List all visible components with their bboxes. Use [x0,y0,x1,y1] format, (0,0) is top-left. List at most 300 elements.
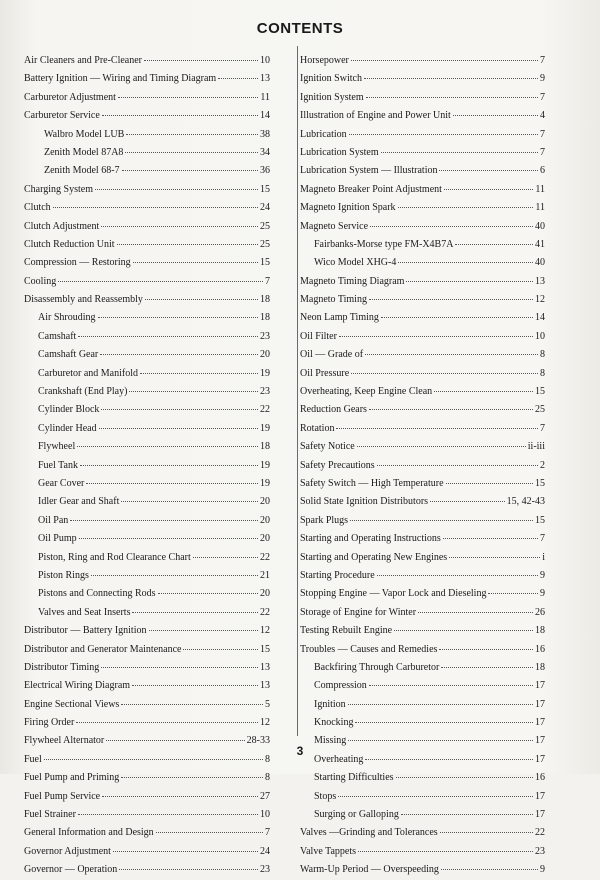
toc-entry [24,383,270,401]
toc-entry-page: 13 [260,680,270,692]
toc-entry [300,585,545,603]
toc-entry-label: Compression [314,680,367,692]
dot-leader [396,777,533,778]
toc-entry [24,254,270,272]
dot-leader [441,667,533,668]
dot-leader [118,97,258,98]
toc-entry-label: Lubrication System [300,146,379,158]
toc-entry-page: 18 [535,661,545,673]
toc-entry-label: Overheating, Keep Engine Clean [300,386,433,398]
toc-entry-page: 21 [260,569,270,581]
dot-leader [129,391,258,392]
dot-leader [70,520,258,521]
dot-leader [102,796,258,797]
dot-leader [430,501,505,502]
dot-leader [106,740,244,741]
toc-entry-label: Fuel Strainer [24,809,76,821]
toc-entry-label: Fuel Pump Service [24,790,101,802]
toc-entry-page: 8 [265,772,270,784]
toc-entry-label: Clutch Adjustment [24,220,100,232]
toc-entry [24,328,270,346]
toc-entry-label: Backfiring Through Carburetor [314,661,440,673]
toc-entry-label: Starting Procedure [300,569,375,581]
toc-entry-page: 14 [535,312,545,324]
dot-leader [365,759,533,760]
toc-entry-label: Oil Pan [38,514,69,526]
dot-leader [122,170,258,171]
dot-leader [418,612,533,613]
toc-entry-page: 13 [535,275,545,287]
dot-leader [113,851,258,852]
toc-entry-label: General Information and Design [24,827,154,839]
toc-entry-page: 18 [260,294,270,306]
toc-entry [300,659,545,677]
toc-entry [24,420,270,438]
toc-entry [24,365,270,383]
toc-entry-label: Pistons and Connecting Rods [38,588,156,600]
toc-entry-page: 9 [540,73,545,85]
toc-entry-label: Surging or Galloping [314,809,399,821]
toc-entry [300,291,545,309]
dot-leader [126,134,258,135]
dot-leader [357,446,526,447]
toc-entry-label: Overheating [314,753,364,765]
toc-entry [24,861,270,879]
toc-entry-label: Compression — Restoring [24,257,131,269]
toc-entry-label: Cooling [24,275,57,287]
dot-leader [101,667,258,668]
dot-leader [449,557,540,558]
toc-entry [300,824,545,842]
toc-entry-page: 19 [260,367,270,379]
dot-leader [79,538,258,539]
toc-entry [24,585,270,603]
toc-entry [300,512,545,530]
dot-leader [440,832,533,833]
toc-entry-label: Walbro Model LUB [44,128,125,140]
toc-entry [24,493,270,511]
dot-leader [439,170,538,171]
toc-entry [24,162,270,180]
dot-leader [44,759,263,760]
toc-entry [300,328,545,346]
toc-entry [300,420,545,438]
toc-entry-label: Clutch [24,202,51,214]
toc-entry [300,70,545,88]
dot-leader [365,354,538,355]
toc-entry-label: Lubrication System — Illustration [300,165,438,177]
toc-entry-label: Valve Tappets [300,845,357,857]
toc-entry [24,181,270,199]
dot-leader [58,281,263,282]
toc-entry [24,52,270,70]
toc-entry [24,291,270,309]
toc-entry-page: 25 [260,238,270,250]
dot-leader [53,207,258,208]
dot-leader [144,60,258,61]
toc-entry-page: 9 [540,569,545,581]
toc-entry [300,218,545,236]
toc-entry-page: 18 [260,441,270,453]
dot-leader [86,483,258,484]
dot-leader [443,538,538,539]
dot-leader [377,575,538,576]
toc-entry-page: 15 [260,183,270,195]
toc-entry-page: 8 [265,753,270,765]
toc-entry-page: 7 [540,128,545,140]
toc-entry-label: Engine Sectional Views [24,698,120,710]
toc-entry [300,622,545,640]
toc-entry [300,457,545,475]
dot-leader [406,281,533,282]
toc-entry-label: Zenith Model 87A8 [44,146,124,158]
dot-leader [101,226,258,227]
toc-entry-page: 13 [260,73,270,85]
toc-entry-label: Warm-Up Period — Overspeeding [300,864,439,876]
dot-leader [369,299,533,300]
dot-leader [336,428,538,429]
toc-entry-label: Wico Model XHG-4 [314,257,397,269]
toc-entry-label: Governor — Operation [24,864,118,876]
dot-leader [369,409,533,410]
toc-entry [24,843,270,861]
toc-entry [24,475,270,493]
toc-entry-page: 7 [540,422,545,434]
dot-leader [434,391,533,392]
toc-entry-page: 25 [535,404,545,416]
toc-entry-page: 16 [535,643,545,655]
toc-entry [24,769,270,787]
toc-entry [24,659,270,677]
toc-entry [24,218,270,236]
toc-entry-page: 15, 42-43 [506,496,545,508]
toc-entry-label: Air Cleaners and Pre-Cleaner [24,55,143,66]
toc-entry-page: 12 [535,294,545,306]
dot-leader [381,152,538,153]
dot-leader [95,189,258,190]
toc-entry [300,714,545,732]
toc-entry [300,769,545,787]
toc-entry [300,806,545,824]
toc-entry-page: 12 [260,625,270,637]
toc-entry-label: Ignition Switch [300,73,362,85]
toc-entry [300,493,545,511]
toc-entry-label: Illustration of Engine and Power Unit [300,110,451,122]
toc-entry [24,604,270,622]
toc-entry-label: Distributor and Generator Maintenance [24,643,182,655]
toc-entry-page: 13 [260,661,270,673]
dot-leader [78,336,258,337]
toc-entry [24,530,270,548]
toc-entry-page: 15 [535,477,545,489]
dot-leader [348,704,533,705]
toc-entry-label: Carburetor Adjustment [24,91,116,103]
toc-entry [300,162,545,180]
dot-leader [132,685,258,686]
dot-leader [398,262,533,263]
dot-leader [349,134,538,135]
toc-entry-page: 24 [260,845,270,857]
toc-entry [300,861,545,879]
toc-entry-page: 41 [535,238,545,250]
toc-entry [24,806,270,824]
toc-entry-page: 15 [260,257,270,269]
toc-entry-label: Fairbanks-Morse type FM-X4B7A [314,238,454,250]
toc-entry-page: 7 [265,275,270,287]
toc-entry-label: Stops [314,790,337,802]
toc-entry-page: 15 [535,386,545,398]
toc-entry [300,401,545,419]
toc-entry-label: Distributor Timing [24,661,100,673]
toc-entry-label: Starting and Operating Instructions [300,533,441,545]
toc-entry-page: 11 [535,202,545,214]
dot-leader [351,60,538,61]
toc-entry-label: Horsepower [300,55,349,66]
toc-entry-label: Starting and Operating New Engines [300,551,448,563]
toc-entry-page: 23 [260,386,270,398]
toc-entry-page: ii-iii [527,441,545,453]
toc-entry-page: 8 [540,349,545,361]
toc-entry-page: 25 [260,220,270,232]
toc-entry-label: Cylinder Block [38,404,100,416]
toc-entry-label: Missing [314,735,347,747]
toc-entry [24,107,270,125]
toc-entry-page: 15 [260,643,270,655]
dot-leader [444,189,533,190]
toc-entry-page: 22 [260,404,270,416]
toc-entry-label: Magneto Timing [300,294,367,306]
toc-entry-page: 10 [260,55,270,66]
toc-entry [24,401,270,419]
toc-entry [300,365,545,383]
toc-entry-label: Zenith Model 68-7 [44,165,120,177]
toc-entry-label: Camshaft Gear [38,349,99,361]
toc-entry-page: 7 [540,55,545,66]
toc-entry-label: Distributor — Battery Ignition [24,625,147,637]
toc-entry-label: Disassembly and Reassembly [24,294,143,306]
toc-entry-page: 4 [540,110,545,122]
dot-leader [358,851,533,852]
dot-leader [350,520,533,521]
toc-entry-page: i [542,551,545,563]
dot-leader [140,373,258,374]
dot-leader [76,722,258,723]
toc-entry-page: 23 [260,864,270,876]
dot-leader [133,262,258,263]
toc-entry [24,622,270,640]
toc-entry-page: 18 [260,312,270,324]
toc-entry-page: 9 [540,864,545,876]
toc-entry-page: 7 [265,827,270,839]
dot-leader [364,78,538,79]
dot-leader [183,649,258,650]
toc-entry-page: 34 [260,146,270,158]
dot-leader [339,336,533,337]
toc-entry-label: Piston Rings [38,569,89,581]
toc-entry-label: Ignition System [300,91,364,103]
dot-leader [102,115,258,116]
toc-entry [300,89,545,107]
toc-entry-page: 19 [260,422,270,434]
toc-entry-page: 23 [260,330,270,342]
toc-entry-label: Oil — Grade of [300,349,364,361]
dot-leader [100,354,258,355]
dot-leader [117,244,258,245]
toc-entry-label: Starting Difficulties [314,772,394,784]
toc-entry [300,52,545,70]
dot-leader [394,630,533,631]
column-divider [297,46,298,736]
toc-entry [24,309,270,327]
toc-entry [300,438,545,456]
toc-entry-label: Fuel Pump and Priming [24,772,120,784]
dot-leader [158,593,258,594]
dot-leader [149,630,259,631]
toc-entry-page: 9 [540,588,545,600]
toc-entry-page: 17 [535,809,545,821]
toc-entry-label: Lubrication [300,128,347,140]
toc-entry [24,549,270,567]
toc-entry-label: Magneto Timing Diagram [300,275,405,287]
toc-entry-label: Spark Plugs [300,514,349,526]
toc-entry [24,199,270,217]
toc-entry-page: 17 [535,717,545,729]
dot-leader [488,593,538,594]
toc-entry-label: Fuel [24,753,42,765]
toc-entry-label: Rotation [300,422,335,434]
toc-entry-label: Cylinder Head [38,422,97,434]
dot-leader [369,685,533,686]
toc-entry [300,254,545,272]
toc-entry-page: 17 [535,698,545,710]
toc-entry [300,696,545,714]
dot-leader [91,575,258,576]
dot-leader [145,299,258,300]
toc-entry [300,641,545,659]
toc-entry-page: 7 [540,91,545,103]
toc-entry [300,181,545,199]
toc-entry-page: 14 [260,110,270,122]
toc-entry-label: Clutch Reduction Unit [24,238,115,250]
toc-entry-label: Oil Filter [300,330,337,342]
toc-entry-page: 18 [535,625,545,637]
toc-entry-label: Electrical Wiring Diagram [24,680,131,692]
dot-leader [121,704,263,705]
toc-entry-page: 19 [260,477,270,489]
toc-entry-page: 10 [260,809,270,821]
toc-entry [300,677,545,695]
toc-entry-label: Testing Rebuilt Engine [300,625,393,637]
toc-entry [24,126,270,144]
toc-entry [300,475,545,493]
dot-leader [156,832,263,833]
toc-entry [24,788,270,806]
toc-entry [24,236,270,254]
toc-entry-label: Fuel Tank [38,459,78,471]
dot-leader [99,428,258,429]
dot-leader [453,115,538,116]
toc-entry [24,346,270,364]
toc-entry-page: 22 [535,827,545,839]
toc-entry-page: 26 [535,606,545,618]
toc-entry-page: 11 [535,183,545,195]
toc-entry-label: Crankshaft (End Play) [38,386,128,398]
toc-entry-label: Oil Pump [38,533,77,545]
toc-entry [24,89,270,107]
dot-leader [78,814,258,815]
toc-entry-page: 15 [535,514,545,526]
toc-entry-page: 16 [535,772,545,784]
toc-entry-label: Valves —Grinding and Tolerances [300,827,438,839]
toc-entry-page: 5 [265,698,270,710]
toc-entry [24,641,270,659]
toc-entry-label: Knocking [314,717,354,729]
page-number: 3 [296,744,304,758]
toc-entry-page: 22 [260,606,270,618]
toc-entry [300,604,545,622]
toc-entry [300,107,545,125]
toc-entry [24,144,270,162]
dot-leader [398,207,534,208]
toc-entry-label: Carburetor and Manifold [38,367,138,379]
toc-entry [300,530,545,548]
toc-entry [300,549,545,567]
toc-entry [24,512,270,530]
toc-entry-label: Neon Lamp Timing [300,312,379,324]
toc-entry-page: 17 [535,680,545,692]
dot-leader [446,483,533,484]
toc-entry-page: 38 [260,128,270,140]
dot-leader [351,373,538,374]
dot-leader [366,97,538,98]
toc-entry [24,824,270,842]
toc-entry-page: 40 [535,257,545,269]
toc-entry-page: 20 [260,349,270,361]
toc-entry [300,309,545,327]
toc-entry [24,70,270,88]
toc-entry [300,126,545,144]
toc-entry-label: Charging System [24,183,93,195]
toc-entry [300,273,545,291]
dot-leader [101,409,258,410]
dot-leader [355,722,533,723]
toc-entry [24,438,270,456]
dot-leader [218,78,258,79]
toc-entry [24,696,270,714]
toc-entry [300,144,545,162]
dot-leader [338,796,533,797]
toc-entry-label: Governor Adjustment [24,845,111,857]
toc-entry-page: 6 [540,165,545,177]
dot-leader [401,814,533,815]
toc-entry-page: 23 [535,845,545,857]
dot-leader [381,317,533,318]
toc-entry-page: 11 [260,91,270,103]
toc-entry-page: 7 [540,533,545,545]
toc-entry [300,788,545,806]
toc-entry-page: 20 [260,588,270,600]
dot-leader [439,649,533,650]
dot-leader [441,869,538,870]
toc-entry-label: Magneto Service [300,220,369,232]
dot-leader [348,740,533,741]
toc-entry [300,346,545,364]
toc-entry-page: 40 [535,220,545,232]
toc-entry-label: Oil Pressure [300,367,350,379]
dot-leader [132,612,258,613]
toc-entry-page: 36 [260,165,270,177]
toc-entry [24,714,270,732]
